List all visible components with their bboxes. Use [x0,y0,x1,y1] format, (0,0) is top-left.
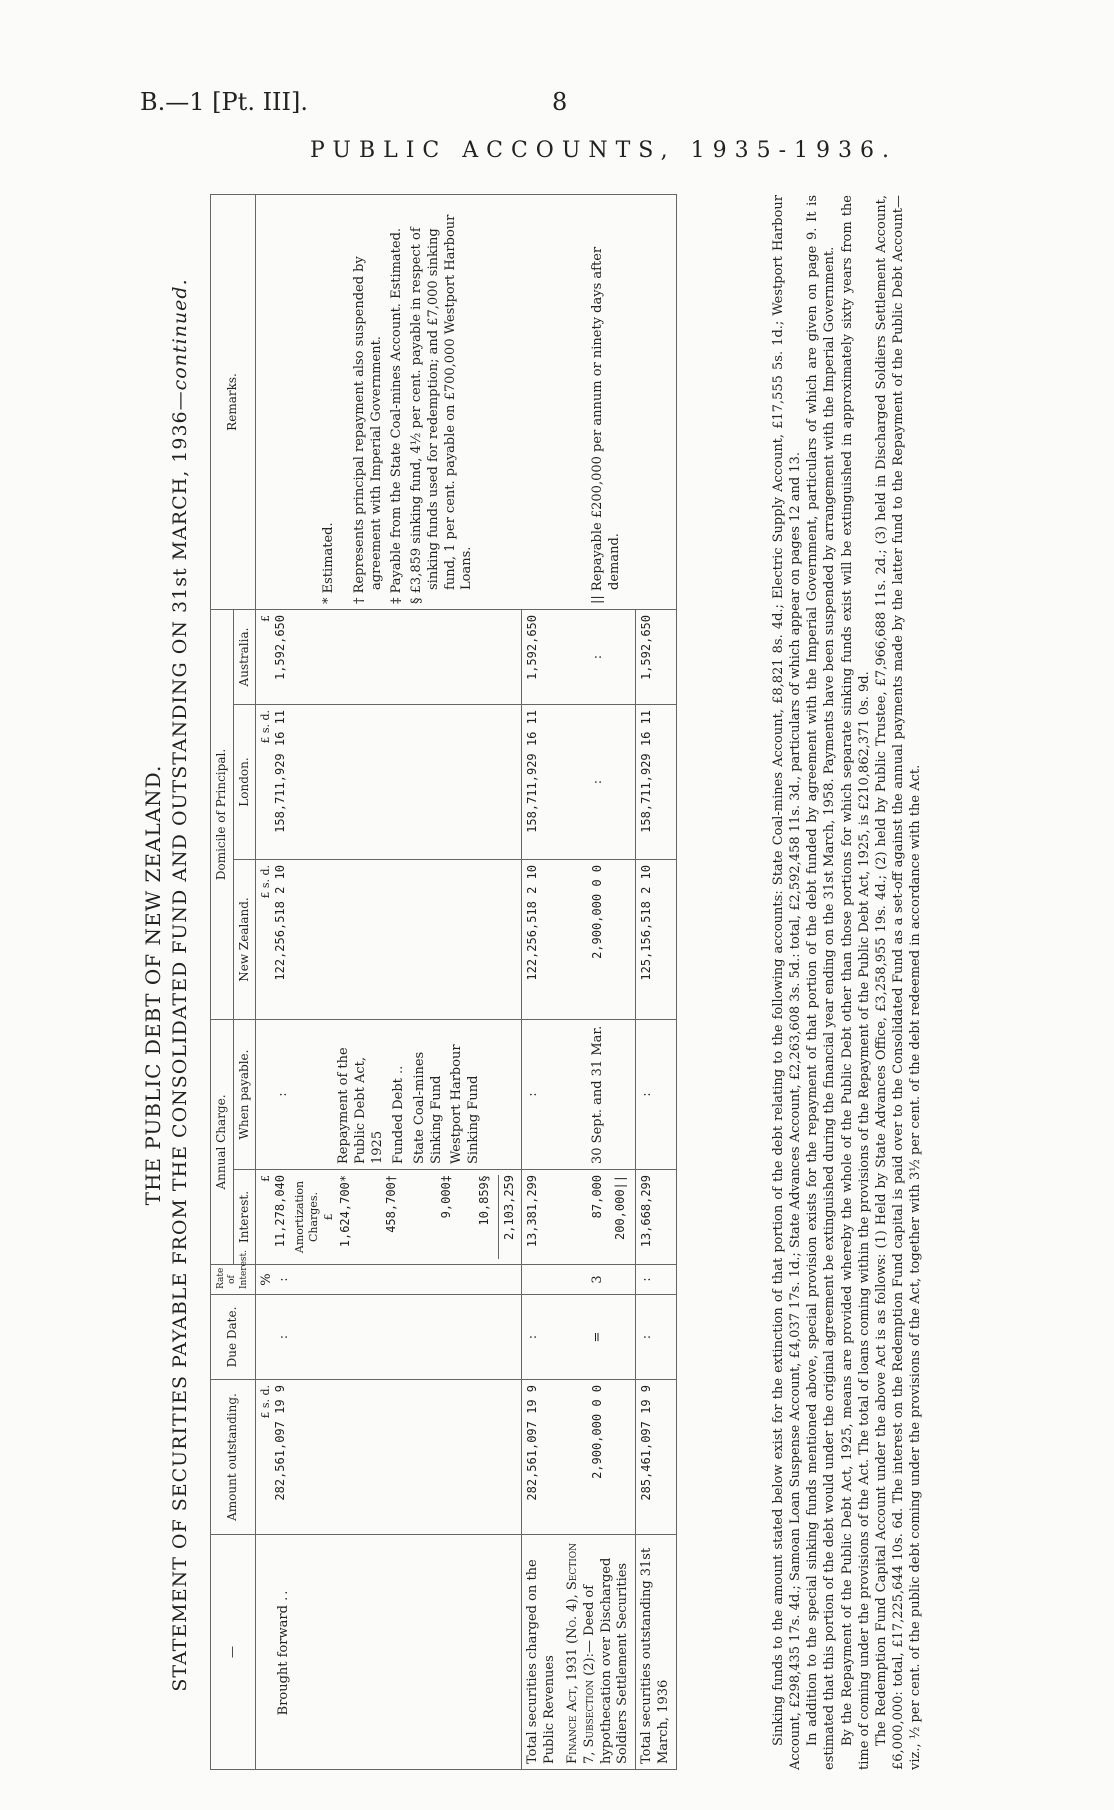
cell-when-payable: : [521,1020,561,1170]
cell-when-payable: : [636,1020,677,1170]
cell-nz [256,860,522,1020]
col-when-payable: When payable. [233,1020,256,1170]
running-title: PUBLIC ACCOUNTS, 1935-1936. [310,138,897,163]
remark-repayable: || Repayable £200,000 per annum or ninety days after demand. [589,246,622,604]
finance-act-heading: Finance Act, 1931 (No. 4), Section 7, Subsection (2):— [564,1542,597,1764]
col-new-zealand: New Zealand. [233,860,256,1020]
amortization-total: 2,103,259 [498,1175,518,1259]
cell-interest [562,1170,636,1265]
interest-value: 87,000 [589,1175,604,1219]
table-row-finance-act [562,194,636,1769]
australia-value: 1,592,650 [273,614,288,681]
page-number: 8 [552,88,568,116]
cell-amount: 2,900,000 0 0 [562,1380,636,1535]
remark-imperial: † Represents principal repayment also suspended by agreement with Imperial Government. [352,256,384,604]
london-value: 158,711,929 16 11 [273,710,288,833]
col-domicile: Domicile of Principal. [211,609,234,1019]
cell-amount: 285,461,097 19 9 [636,1380,677,1535]
amortization-1-when: Repayment of the Public Debt Act, 1925 [336,1047,385,1164]
cell-interest: 13,381,299 [521,1170,561,1265]
row-label: Total securities outstanding 31st March, 1936 [636,1535,677,1770]
table-row-brought-forward [256,194,522,1769]
table-row-total-revenues [521,194,561,1769]
cell-nz: 125,156,518 2 10 [636,860,677,1020]
remark-coal-mines: ‡ Payable from the State Coal-mines Account. Estimated. [388,227,404,604]
cell-remarks [256,194,522,609]
amortization-4: 10,859§ [476,1175,491,1226]
col-annual-charge: Annual Charge. [211,1020,234,1265]
amortization-2: 458,700† [383,1175,398,1233]
when-payable-value: : [275,1092,291,1097]
unit-lsd: £ s. d. [259,1385,273,1419]
cell-due: = [562,1295,636,1380]
cell-remarks [521,194,561,609]
col-australia: Australia. [233,609,256,704]
cell-london: 158,711,929 16 11 [636,705,677,860]
cell-london [256,705,522,860]
brought-forward-label: Brought forward [276,1605,292,1716]
subtitle-text: STATEMENT OF SECURITIES PAYABLE FROM THE CONSOLIDATED FUND AND OUTSTANDING ON 31st MARCH, 1936— [169,390,191,1692]
cell-remarks [562,194,636,609]
securities-table [210,194,677,1770]
col-blank: — [211,1535,256,1770]
remark-estimated: * Estimated. [321,522,337,604]
amount-value: 282,561,097 19 9 [273,1385,288,1501]
cell-rate [256,1265,522,1295]
cell-amount: 282,561,097 19 9 [521,1380,561,1535]
cell-due: : [521,1295,561,1380]
cell-when-payable [256,1020,522,1170]
finance-act-description: Deed of hypothecation over Discharged Soldiers Settlement Securities [581,1557,631,1764]
cell-due: : [256,1295,522,1380]
row-label: Total securities charged on the Public Revenues [521,1535,561,1770]
col-remarks: Remarks. [211,194,256,609]
statement-subtitle [168,180,193,1790]
rotated-statement [140,180,940,1790]
row-label [256,1535,522,1770]
col-amount: Amount outstanding. [211,1380,256,1535]
col-london: London. [233,705,256,860]
cell-rate [521,1265,561,1295]
col-interest: Interest. [233,1170,256,1265]
cell-rate: 3 [562,1265,636,1295]
leader-dots: .. [276,1588,292,1601]
amortization-label: Amortization Charges. [293,1180,321,1254]
table-row-grand-total [636,194,677,1769]
cell-when-payable: 30 Sept. and 31 Mar. [562,1020,636,1170]
amortization-3: 9,000‡ [439,1175,454,1219]
row-label [562,1535,636,1770]
document-reference: B.—1 [Pt. III]. [140,88,309,116]
cell-interest: 13,668,299 [636,1170,677,1265]
cell-london: : [562,705,636,860]
cell-nz: 122,256,518 2 10 [521,860,561,1020]
cell-interest [256,1170,522,1265]
unit-percent: % [259,1273,275,1286]
cell-australia [256,609,522,704]
note-repayment-act: By the Repayment of the Public Debt Act, 1925, means are provided whereby the whole of the Public Debt other than those portions for which separate sinking funds exist will be extinguished in approximately sixty years from the time of coming under the provisions of the Act. The total of loans coming within the provisions of the Repayment of the Public Debt Act, 1925, is £210,862,371 0s. 9d. [839,195,872,1770]
cell-due: : [636,1295,677,1380]
interest-value: 11,278,040 [273,1175,288,1248]
statement-title: THE PUBLIC DEBT OF NEW ZEALAND. [141,764,165,1206]
cell-rate: : [636,1265,677,1295]
cell-amount [256,1380,522,1535]
cell-london: 158,711,929 16 11 [521,705,561,860]
col-due-date: Due Date. [211,1295,256,1380]
rate-value: : [276,1277,292,1282]
unit-lsd: £ s. d. [259,865,273,899]
nz-value: 122,256,518 2 10 [273,865,288,981]
amortization-2-when: Funded Debt .. [390,1065,406,1164]
unit-pound: £ [259,614,273,622]
subtitle-continued: continued. [169,278,191,391]
amortization-1: 1,624,700* [337,1175,352,1248]
cell-australia: : [562,609,636,704]
unit-pound: £ [259,1175,273,1182]
footnotes [770,195,924,1770]
note-special-provision: In addition to the special sinking funds mentioned above, special provision exists for the repayment of that portion of the debt funded by agreement with the Imperial Government, particulars of which are given on page 9. It is estimated that this portion of the debt would under the original agreement be extinguished during the financial year ending on the 31st March, 1958. Payments have been suspended by arrangement with the Imperial Government. [805,195,838,1770]
cell-nz: 2,900,000 0 0 [562,860,636,1020]
interest-value-2: 200,000|| [613,1175,628,1241]
note-sinking-funds: Sinking funds to the amount stated below exist for the extinction of that portion of the debt relating to the following accounts: State Coal-mines Account, £8,821 8s. 4d.; Electric Supply Account, £17,555 5s. 1d.; Westport Harbour Account, £298,435 17s. 4d.; Samoan Loan Suspense Account, £4,037 17s. 1d.; State Advances Account, £2,263,608 3s. 5d.: total, £2,592,458 11s. 3d., particulars of which appear on pages 12 and 13. [771,195,804,1770]
cell-australia: 1,592,650 [636,609,677,704]
remark-sinking-fund: § £3,859 sinking fund, 4½ per cent. payable in respect of sinking funds used for redemption; and £7,000 sinking fund, 1 per cent. payable on £700,000 Westport Harbour Loans. [408,214,475,604]
page-header [0,0,1114,163]
cell-australia: 1,592,650 [521,609,561,704]
cell-remarks [636,194,677,609]
unit-lsd: £ s. d. [259,710,273,744]
amortization-4-when: Westport Harbour Sinking Fund [449,1044,482,1164]
note-redemption-fund: The Redemption Fund Capital Account under the above Act is as follows: (1) Held by State Advances Office, £3,258,955 19s. 4d.; (2) held by Public Trustee, £7,966,688 11s. 2d.; (3) held in Discharged Soldiers Settlement Account, £6,000,000: total, £17,225,644 10s. 6d. The interest on the Redemption Fund capital is paid over to the Consolidated Fund as a set-off against the annual payments made by the latter fund to the Repayment of the Public Debt Account—viz., ½ per cent. of the public debt coming under the provisions of the Act, together with 3½ per cent. of the debt redeemed in accordance with the Act. [873,195,924,1770]
col-rate: Rate of Interest. [211,1265,256,1295]
amortization-unit: £ [321,1213,335,1221]
amortization-3-when: State Coal-mines Sinking Fund [411,1051,444,1164]
